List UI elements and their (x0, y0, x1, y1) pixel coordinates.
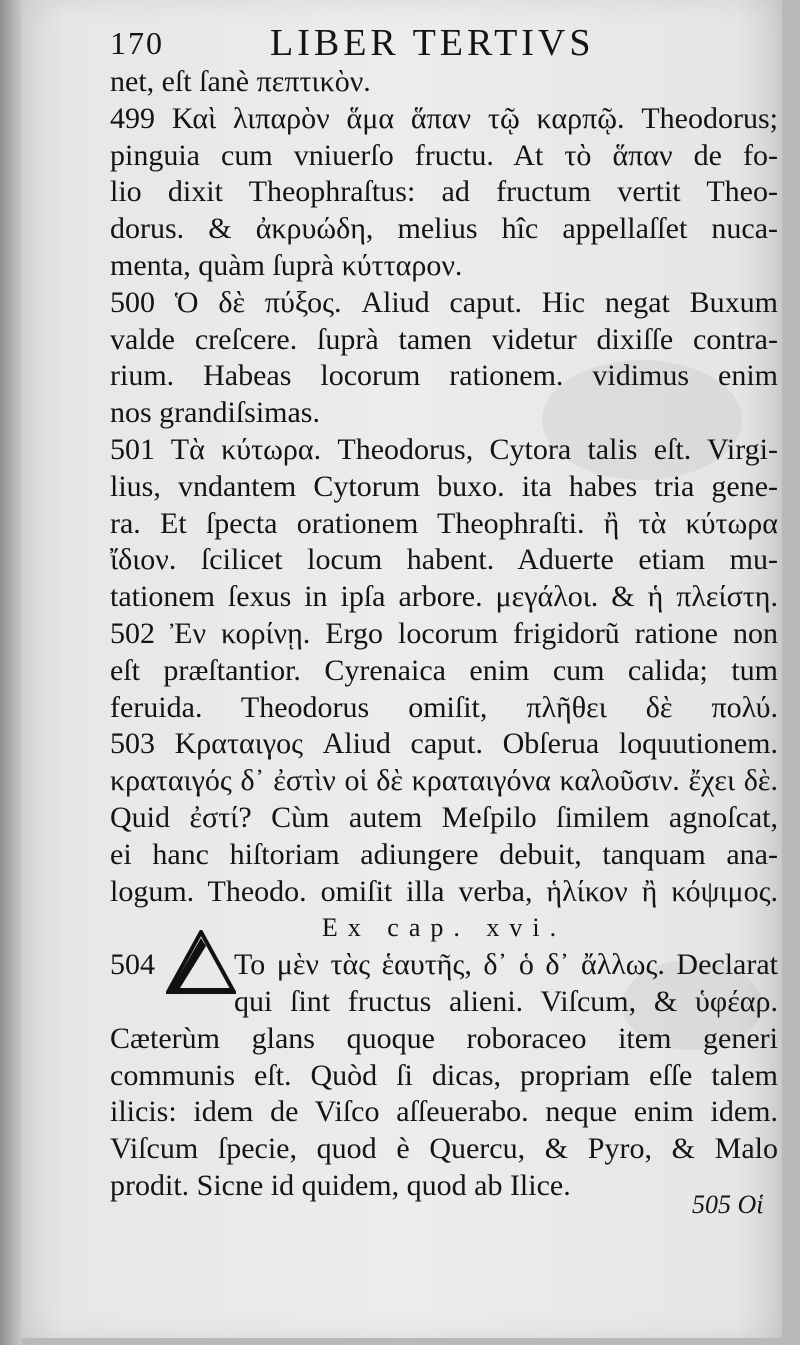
text-line: 502 Ἐν κορίνῃ. Ergo locorum frigidorũ ratione non (110, 616, 778, 650)
text-line: ra. Et ſpecta orationem Theophraſti. ἢ τὰ κύτωρα (110, 506, 778, 540)
text-line: dorus. & ἀκρυώδη, melius hîc appellaſſet nuca- (110, 212, 778, 246)
text-line: 499 Καὶ λιπαρὸν ἅμα ἅπαν τῷ καρπῷ. Theodorus; (110, 101, 778, 135)
text-line: valde creſcere. ſuprà tamen videtur dixiſſe contra- (110, 322, 778, 356)
text-line: rium. Habeas locorum rationem. vidimus enim (110, 359, 778, 393)
text-line: ei hanc hiſtoriam adiungere debuit, tanquam ana- (110, 837, 778, 871)
delta-initial-icon (166, 930, 236, 994)
text-line: Quid ἐστί? Cùm autem Meſpilo ſimilem agnoſcat, (110, 800, 778, 834)
text-line: Viſcum ſpecie, quod è Quercu, & Pyro, & Malo (110, 1132, 778, 1166)
text-line: 503 Κραταιγος Aliud caput. Obſerua loquutionem. (110, 727, 778, 761)
body-text (110, 64, 778, 1205)
chapter-heading: Ex cap. xvi. (321, 913, 567, 943)
text-line: Cæterùm glans quoque roboraceo item generi (110, 1021, 778, 1055)
text-line: feruida. Theodorus omiſit, πλῆθει δὲ πολύ. (110, 690, 778, 724)
text-line: Το μὲν τὰς ἑαυτῆς, δ᾽ ὁ δ᾽ ἄλλως. Declarat (234, 948, 778, 982)
text-line: lio dixit Theophraſtus: ad fructum vertit Theo- (110, 175, 778, 209)
text-line: net, eſt ſanè πεπτικὸν. (110, 65, 371, 98)
page-number: 170 (110, 25, 164, 61)
text-line: prodit. Sicne id quidem, quod ab Ilice. (110, 1168, 571, 1202)
text-line: ἴδιον. ſcilicet locum habent. Aduerte etiam mu- (110, 543, 778, 577)
drop-capital-delta (166, 930, 236, 994)
text-line: 500 Ὁ δὲ πύξος. Aliud caput. Hic negat Buxum (110, 285, 778, 319)
text-line: qui ſint fructus alieni. Viſcum, & ὑφέαρ. (234, 984, 778, 1018)
text-line: pinguia cum vniuerſo fructu. At τὸ ἅπαν de fo- (110, 138, 778, 172)
text-line: lius, vndantem Cytorum buxo. ita habes tria gene- (110, 469, 778, 503)
text-line: menta, quàm ſuprà κύτταρον. (110, 248, 463, 282)
text-line: nos grandiſsimas. (110, 396, 320, 430)
running-header (110, 18, 650, 68)
text-line: communis eſt. Quòd ſi dicas, propriam eſſe talem (110, 1058, 778, 1092)
text-line: logum. Theodo. omiſit illa verba, ἡλίκον ἢ κόψιμος. (110, 874, 778, 908)
running-title: LIBER TERTIVS (270, 22, 595, 64)
text-line: 501 Τὰ κύτωρα. Theodorus, Cytora talis eſt. Virgi- (110, 432, 778, 466)
text-line: κραταιγός δ᾽ ἐστὶν οἱ δὲ κραταιγόνα καλοῦσιν. ἔχει δὲ. (110, 764, 778, 798)
catchword: 505 Oἱ (692, 1190, 764, 1219)
text-line: ilicis: idem de Viſco aſſeuerabo. neque enim idem. (110, 1095, 778, 1129)
text-line: tationem ſexus in ipſa arbore. μεγάλοι. & ἡ πλείστη. (110, 580, 778, 614)
section-number: 504 (110, 948, 155, 982)
text-line: eſt præſtantior. Cyrenaica enim cum calida; tum (110, 653, 778, 687)
page-gutter-shadow (0, 0, 22, 1345)
